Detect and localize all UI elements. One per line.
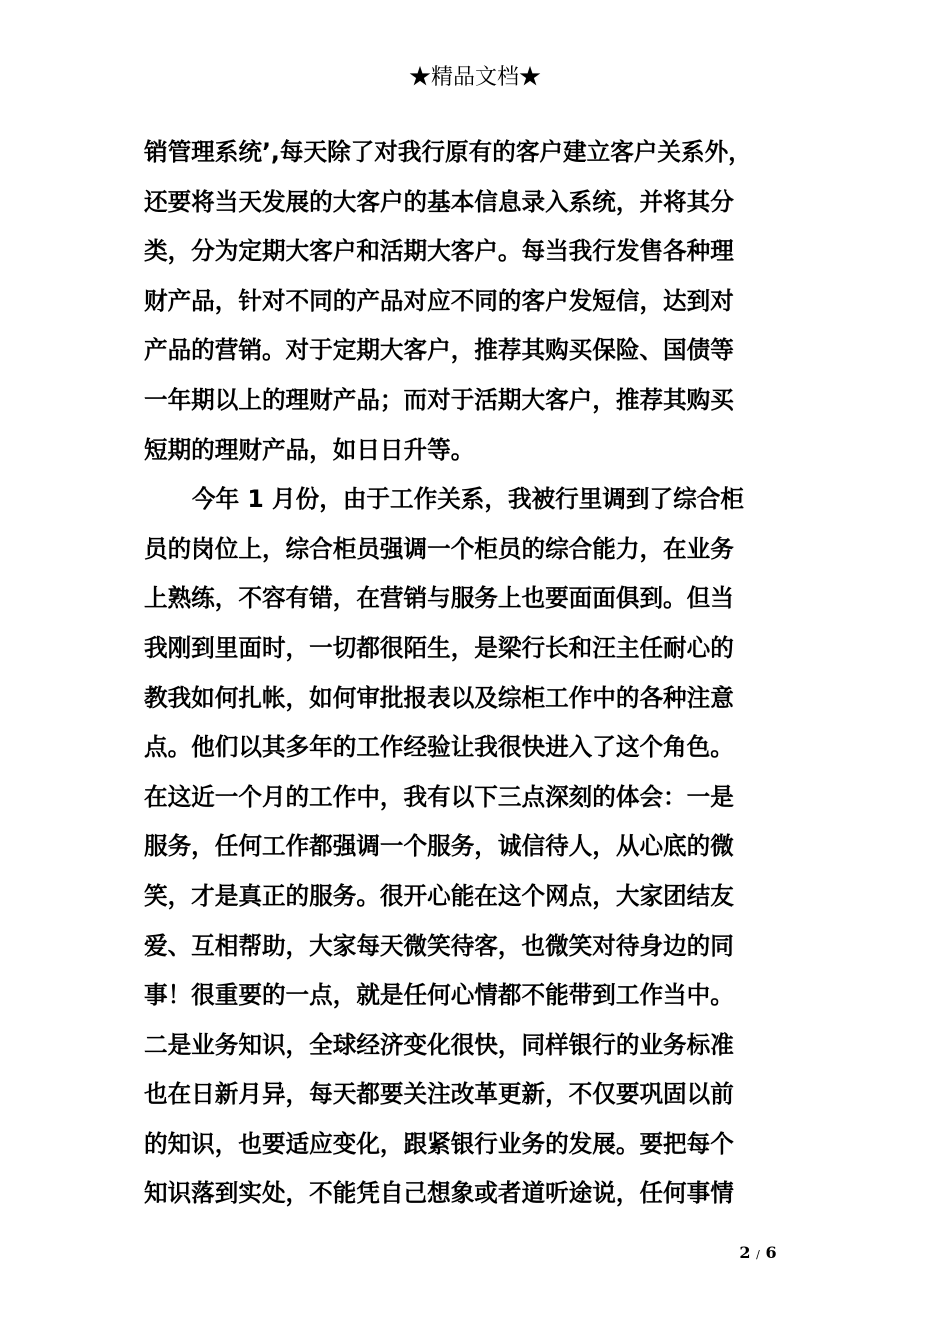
body-text xyxy=(144,128,808,1219)
text-line: 类，分为定期大客户和活期大客户。每当我行发售各种理 xyxy=(144,237,734,266)
page-header: ★精品文档★ xyxy=(408,65,541,90)
text-line: 一年期以上的理财产品；而对于活期大客户，推荐其购买 xyxy=(144,385,734,414)
text-line: 在这近一个月的工作中，我有以下三点深刻的体会：一是 xyxy=(144,782,734,811)
text-line: 二是业务知识，全球经济变化很快，同样银行的业务标准 xyxy=(144,1030,734,1059)
text-line: 点。他们以其多年的工作经验让我很快进入了这个角色。 xyxy=(144,733,734,762)
text-line: 短期的理财产品，如日日升等。 xyxy=(144,435,475,464)
text-line: 产品的营销。对于定期大客户，推荐其购买保险、国债等 xyxy=(144,336,734,365)
page-number-separator: / xyxy=(756,1248,760,1261)
page-number-total: 6 xyxy=(765,1243,777,1262)
text-line: 我刚到里面时，一切都很陌生，是梁行长和汪主任耐心的 xyxy=(144,633,734,662)
text-line: 上熟练，不容有错，在营销与服务上也要面面俱到。但当 xyxy=(144,584,734,613)
page-number xyxy=(728,1241,788,1267)
text-line: 笑，才是真正的服务。很开心能在这个网点，大家团结友 xyxy=(144,881,734,910)
text-line: 财产品，针对不同的产品对应不同的客户发短信，达到对 xyxy=(144,286,734,315)
text-line: 销管理系统’,每天除了对我行原有的客户建立客户关系外， xyxy=(144,138,752,166)
text-line: 教我如何扎帐，如何审批报表以及综柜工作中的各种注意 xyxy=(144,683,734,712)
text-line: 的知识，也要适应变化，跟紧银行业务的发展。要把每个 xyxy=(144,1129,734,1158)
text-line: 员的岗位上，综合柜员强调一个柜员的综合能力，在业务 xyxy=(144,534,734,563)
paragraph-first-line: 今年 1 月份，由于工作关系，我被行里调到了综合柜 xyxy=(192,485,744,514)
text-line: 也在日新月异，每天都要关注改革更新，不仅要巩固以前 xyxy=(144,1080,734,1109)
text-line: 事！很重要的一点，就是任何心情都不能带到工作当中。 xyxy=(144,981,734,1010)
text-line: 知识落到实处，不能凭自己想象或者道听途说，任何事情 xyxy=(144,1179,734,1208)
text-line: 爱、互相帮助，大家每天微笑待客，也微笑对待身边的同 xyxy=(144,931,734,960)
page-number-current: 2 xyxy=(739,1243,751,1262)
text-line: 服务，任何工作都强调一个服务，诚信待人，从心底的微 xyxy=(144,832,734,861)
text-line: 还要将当天发展的大客户的基本信息录入系统，并将其分 xyxy=(144,187,734,216)
